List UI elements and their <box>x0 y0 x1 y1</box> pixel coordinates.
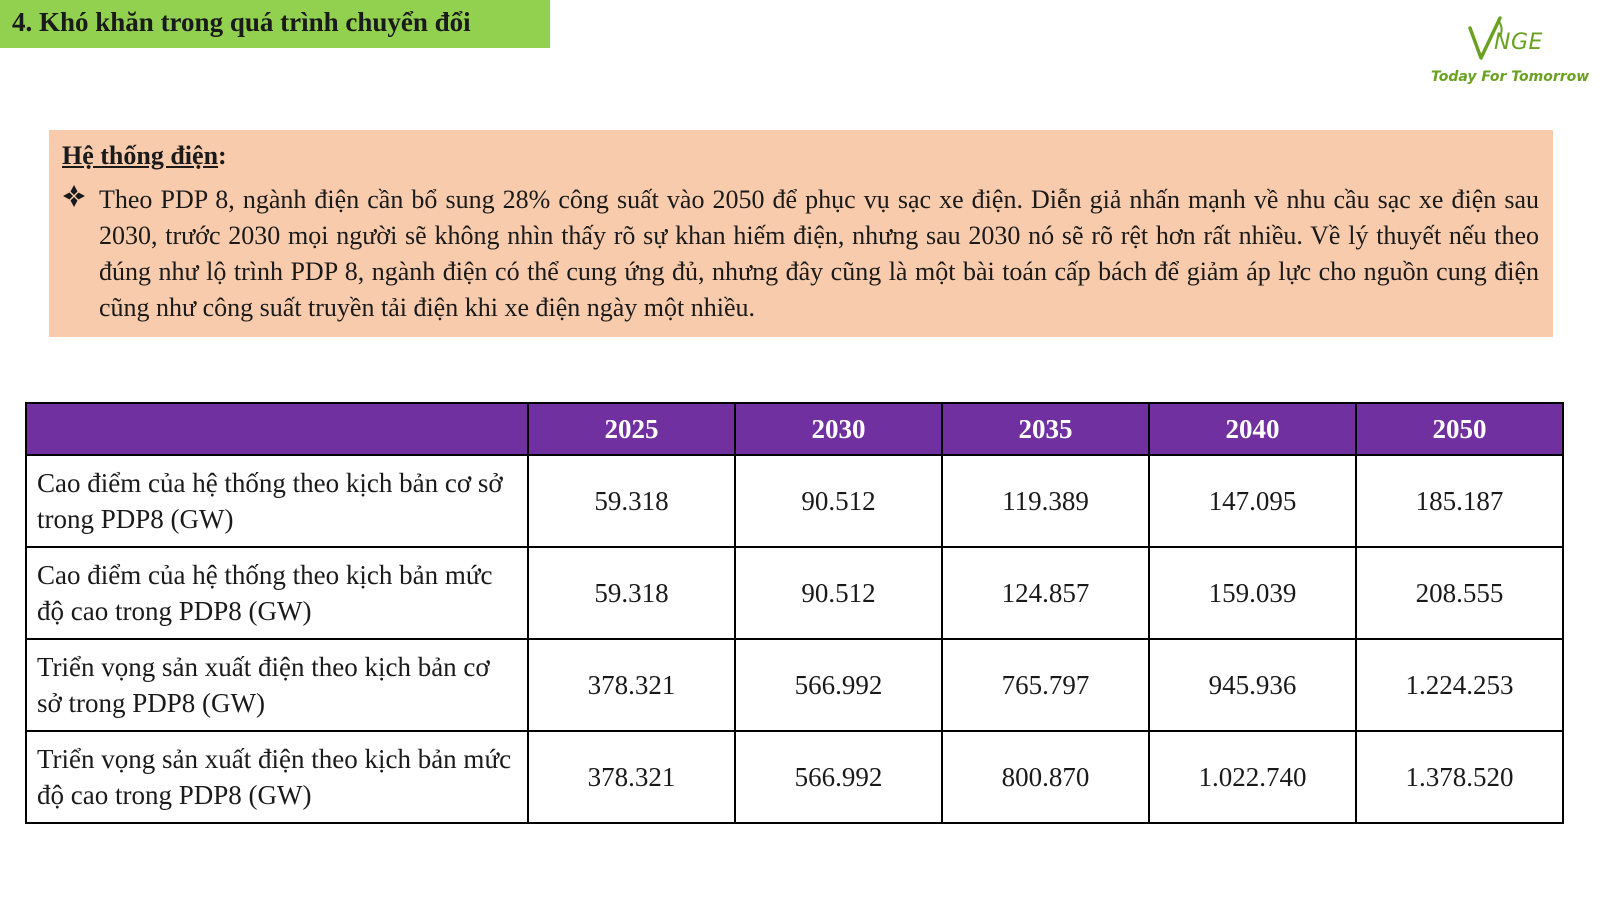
note-heading <box>62 138 1539 174</box>
table-cell: 1.022.740 <box>1149 731 1356 823</box>
table-cell: 90.512 <box>735 547 942 639</box>
table-row <box>26 455 1563 547</box>
table-header-cell: 2035 <box>942 403 1149 455</box>
table-row <box>26 547 1563 639</box>
note-bullet-text: Theo PDP 8, ngành điện cần bổ sung 28% công suất vào 2050 để phục vụ sạc xe điện. Diễn giả nhấn mạnh về nhu cầu sạc xe điện sau 2030, trước 2030 mọi người sẽ không nhìn thấy rõ sự khan hiếm điện, nhưng sau 2030 nó sẽ rõ rệt hơn rất nhiều. Về lý thuyết nếu theo đúng như lộ trình PDP 8, ngành điện có thể cung ứng đủ, nhưng đây cũng là một bài toán cấp bách để giảm áp lực cho nguồn cung điện cũng như công suất truyền tải điện khi xe điện ngày một nhiều. <box>99 185 1539 322</box>
table-cell: 566.992 <box>735 639 942 731</box>
table-cell: 159.039 <box>1149 547 1356 639</box>
row-label: Cao điểm của hệ thống theo kịch bản cơ sở trong PDP8 (GW) <box>26 455 528 547</box>
table-row <box>26 731 1563 823</box>
logo-letters: NGE <box>1494 30 1543 55</box>
table-cell: 1.378.520 <box>1356 731 1563 823</box>
table-cell: 147.095 <box>1149 455 1356 547</box>
note-bullet <box>62 182 1539 326</box>
logo-tagline: Today For Tomorrow <box>1431 69 1590 85</box>
title-bar <box>0 0 550 48</box>
table-row <box>26 639 1563 731</box>
note-box <box>49 130 1553 337</box>
table-header-cell: 2030 <box>735 403 942 455</box>
table-cell: 765.797 <box>942 639 1149 731</box>
table-header-cell: 2050 <box>1356 403 1563 455</box>
table-cell: 90.512 <box>735 455 942 547</box>
table-cell: 800.870 <box>942 731 1149 823</box>
table-cell: 378.321 <box>528 731 735 823</box>
table-cell: 59.318 <box>528 455 735 547</box>
table-header-cell: 2040 <box>1149 403 1356 455</box>
power-capacity-table <box>25 402 1564 824</box>
page-title: 4. Khó khăn trong quá trình chuyển đổi <box>12 7 471 37</box>
table-cell: 566.992 <box>735 731 942 823</box>
table-cell: 945.936 <box>1149 639 1356 731</box>
table-header-cell: 2025 <box>528 403 735 455</box>
table-cell: 208.555 <box>1356 547 1563 639</box>
table-cell: 59.318 <box>528 547 735 639</box>
vnge-logo <box>1425 18 1595 96</box>
row-label: Cao điểm của hệ thống theo kịch bản mức độ cao trong PDP8 (GW) <box>26 547 528 639</box>
table-cell: 378.321 <box>528 639 735 731</box>
table-cell: 185.187 <box>1356 455 1563 547</box>
table-header-row <box>26 403 1563 455</box>
row-label: Triển vọng sản xuất điện theo kịch bản cơ sở trong PDP8 (GW) <box>26 639 528 731</box>
table-header-cell <box>26 403 528 455</box>
table-cell: 124.857 <box>942 547 1149 639</box>
note-heading-colon: : <box>218 141 227 170</box>
note-heading-text: Hệ thống điện <box>62 141 219 170</box>
table-cell: 119.389 <box>942 455 1149 547</box>
diamond-bullet-icon <box>62 184 86 208</box>
row-label: Triển vọng sản xuất điện theo kịch bản mức độ cao trong PDP8 (GW) <box>26 731 528 823</box>
table-cell: 1.224.253 <box>1356 639 1563 731</box>
